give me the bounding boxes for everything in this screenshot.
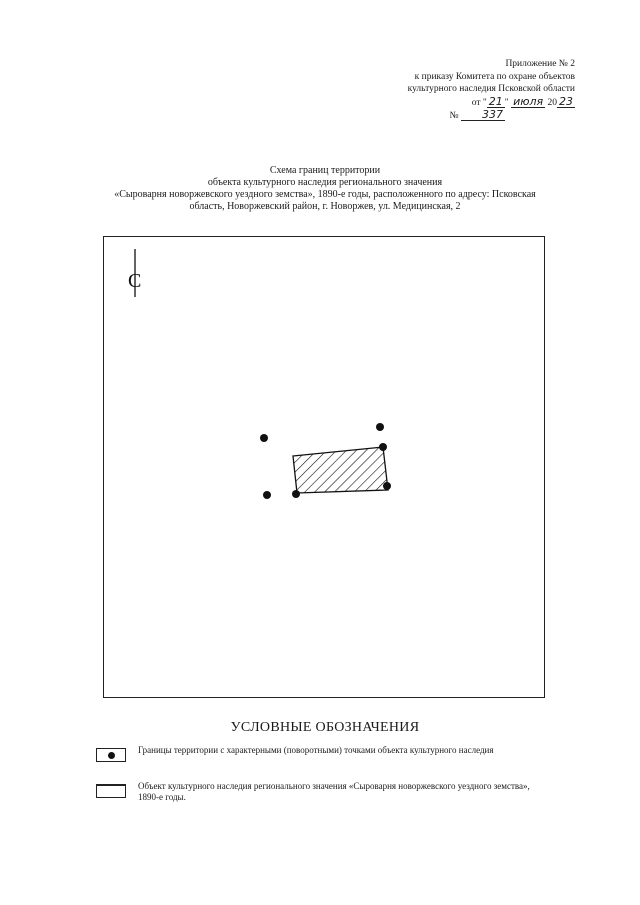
scheme-title	[90, 165, 560, 213]
order-date-month: июля	[513, 94, 544, 108]
appendix-number: Приложение № 2	[505, 59, 575, 69]
boundary-point	[379, 443, 387, 451]
scheme-title-line1: Схема границ территории	[269, 165, 381, 176]
north-arrow-label: С	[128, 270, 142, 292]
north-arrow-icon	[128, 249, 141, 297]
order-date-year: 23	[559, 94, 573, 108]
scheme-title-line3: «Сыроварня новоржевского уездного земства», 1890-е годы, расположенного по адресу: Псковская	[114, 189, 536, 200]
legend-item-label: Объект культурного наследия регионального значения «Сыроварня новоржевского уездного земства», 1890-е годы.	[138, 781, 530, 802]
boundary-point	[263, 491, 271, 499]
boundary-point	[292, 490, 300, 498]
scheme-title-line2: объекта культурного наследия регионального значения	[207, 177, 443, 188]
order-date: от " 21 " июля 20 23	[471, 94, 573, 108]
order-number-value: 337	[461, 109, 505, 121]
map-drawing	[104, 237, 544, 697]
legend-object-symbol-icon	[96, 784, 126, 798]
appendix-header	[370, 58, 575, 123]
order-date-day: 21	[488, 94, 503, 108]
boundary-point	[260, 434, 268, 442]
legend-point-symbol-icon	[96, 748, 126, 762]
appendix-order-ref: к приказу Комитета по охране объектов	[414, 71, 575, 82]
map-frame	[103, 236, 545, 698]
order-number: № 337	[449, 108, 503, 121]
scheme-title-line4: область, Новоржевский район, г. Новоржев, ул. Медицинская, 2	[189, 201, 461, 212]
legend-item-label: Границы территории с характерными (поворотными) точками объекта культурного наследия	[138, 745, 494, 755]
heritage-object-area	[293, 447, 388, 493]
boundary-point	[376, 423, 384, 431]
appendix-committee: культурного наследия Псковской области	[407, 84, 575, 94]
legend-heading: УСЛОВНЫЕ ОБОЗНАЧЕНИЯ	[230, 720, 420, 735]
boundary-point	[383, 482, 391, 490]
